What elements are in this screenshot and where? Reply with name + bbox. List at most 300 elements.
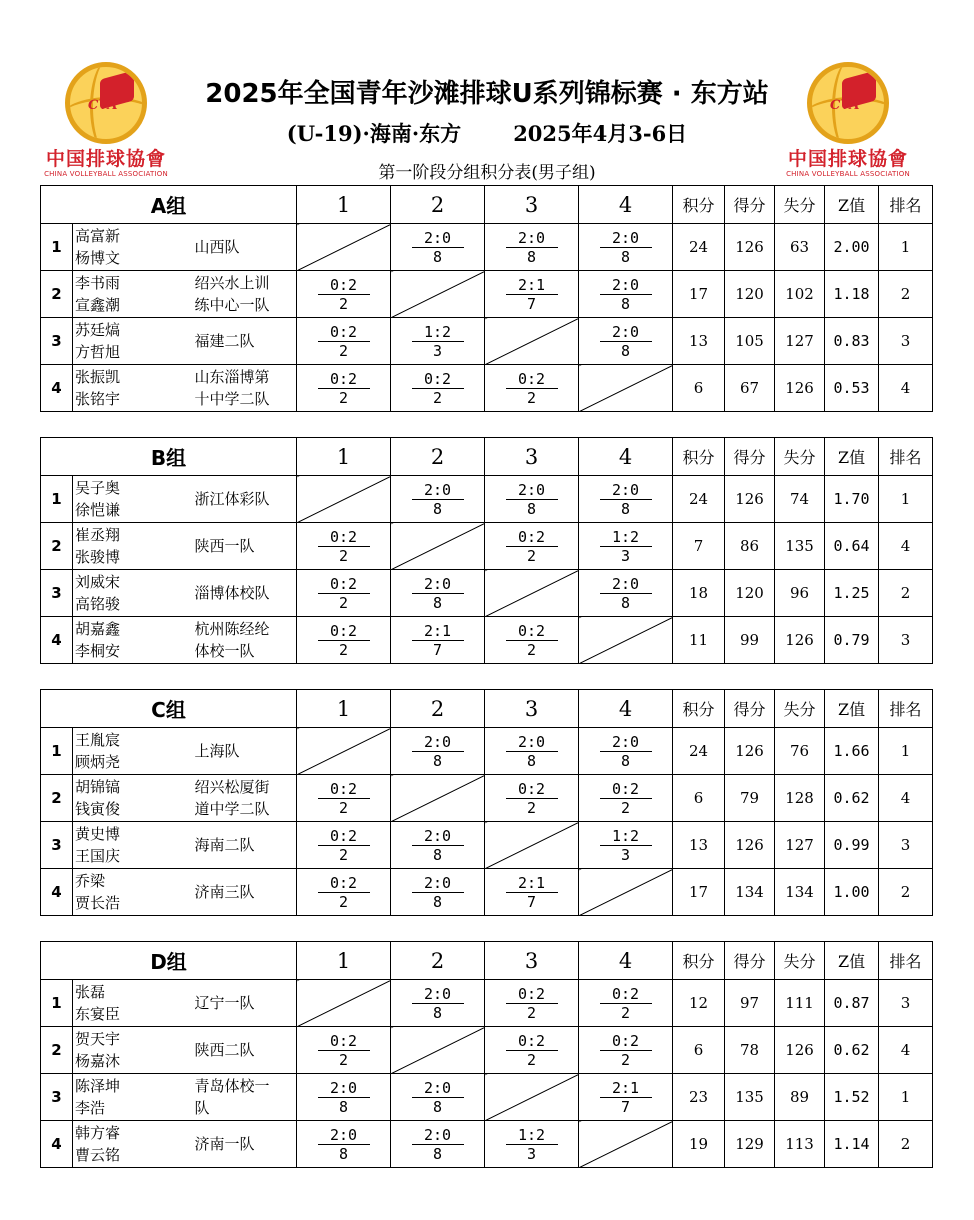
team-row: [41, 617, 933, 664]
team-row: [41, 728, 933, 775]
points-lost-cell: 96: [775, 570, 825, 617]
match-result-cell: [391, 617, 485, 664]
set-score: 0:2: [600, 780, 652, 799]
match-points: 3: [433, 341, 443, 360]
stat-col-header: 失分: [775, 186, 825, 224]
match-result-cell: [297, 523, 391, 570]
team-name-line: 十中学二队: [194, 390, 270, 408]
player-names: [73, 318, 195, 365]
self-match-cell: [391, 775, 485, 822]
points-scored-cell: 120: [725, 570, 775, 617]
points-lost-cell: 63: [775, 224, 825, 271]
match-points: 8: [433, 845, 443, 864]
group-header-row: [41, 186, 933, 224]
team-name-line: 道中学二队: [194, 800, 270, 818]
player-names: [73, 869, 195, 916]
match-result: [412, 985, 464, 1022]
team-name: [195, 318, 297, 365]
match-result: [506, 733, 558, 770]
match-result-cell: [579, 271, 673, 318]
stat-col-header: Z值: [825, 438, 879, 476]
match-result-cell: [391, 1074, 485, 1121]
opponent-col-header: 2: [391, 942, 485, 980]
match-result: [412, 229, 464, 266]
match-result: [506, 1126, 558, 1163]
opponent-col-header: 4: [579, 438, 673, 476]
player-name: 胡锦镐: [75, 778, 121, 796]
opponent-col-header: 3: [485, 690, 579, 728]
match-result-cell: [485, 617, 579, 664]
points-scored-cell: 126: [725, 728, 775, 775]
team-name: [195, 728, 297, 775]
match-points: 7: [433, 640, 443, 659]
stat-col-header: 失分: [775, 690, 825, 728]
match-result-cell: [297, 869, 391, 916]
match-points: 8: [433, 499, 443, 518]
match-points: 2: [621, 1050, 631, 1069]
points-scored-cell: 129: [725, 1121, 775, 1168]
group-header-row: [41, 690, 933, 728]
z-value-cell: 0.62: [825, 1027, 879, 1074]
team-row: [41, 476, 933, 523]
logo-chinese-name: 中国排球協會: [45, 148, 166, 170]
team-name-line: 陕西一队: [194, 537, 255, 555]
match-result-cell: [297, 1027, 391, 1074]
self-match-cell: [297, 980, 391, 1027]
set-score: 1:2: [600, 528, 652, 547]
seed-number: 3: [41, 318, 73, 365]
points-scored-cell: 126: [725, 224, 775, 271]
event-dates: 2025年4月3-6日: [513, 121, 688, 146]
team-name-line: 福建二队: [194, 332, 255, 350]
set-score: 2:1: [506, 276, 558, 295]
opponent-col-header: 1: [297, 438, 391, 476]
match-points: 2: [527, 1003, 537, 1022]
match-result: [506, 370, 558, 407]
match-result: [600, 323, 652, 360]
match-points: 2: [433, 388, 443, 407]
player-name: 李书雨: [75, 274, 121, 292]
self-match-cell: [485, 570, 579, 617]
player-names: [73, 476, 195, 523]
match-result-cell: [485, 980, 579, 1027]
group-name: B组: [41, 438, 297, 476]
set-score: 0:2: [318, 874, 370, 893]
match-result: [318, 1126, 370, 1163]
team-row: [41, 365, 933, 412]
set-score: 2:0: [600, 323, 652, 342]
rank-cell: 3: [879, 980, 933, 1027]
player-name: 李浩: [75, 1099, 106, 1117]
self-match-cell: [297, 728, 391, 775]
match-result: [600, 780, 652, 817]
team-name-line: 济南一队: [194, 1135, 255, 1153]
set-score: 0:2: [506, 370, 558, 389]
z-value-cell: 1.52: [825, 1074, 879, 1121]
player-name: 高富新: [75, 227, 121, 245]
points-cell: 7: [673, 523, 725, 570]
group-name: C组: [41, 690, 297, 728]
self-match-cell: [485, 1074, 579, 1121]
match-points: 7: [527, 892, 537, 911]
seed-number: 2: [41, 271, 73, 318]
points-lost-cell: 127: [775, 318, 825, 365]
self-match-cell: [579, 1121, 673, 1168]
match-points: 8: [433, 892, 443, 911]
set-score: 0:2: [506, 528, 558, 547]
stat-col-header: 积分: [673, 438, 725, 476]
points-lost-cell: 111: [775, 980, 825, 1027]
team-row: [41, 271, 933, 318]
match-result-cell: [485, 728, 579, 775]
opponent-col-header: 4: [579, 942, 673, 980]
match-points: 3: [527, 1144, 537, 1163]
set-score: 0:2: [318, 780, 370, 799]
set-score: 2:0: [412, 985, 464, 1004]
player-name: 王胤宸: [75, 731, 121, 749]
seed-number: 4: [41, 365, 73, 412]
points-cell: 24: [673, 476, 725, 523]
set-score: 2:0: [318, 1079, 370, 1098]
match-result: [412, 733, 464, 770]
player-names: [73, 1027, 195, 1074]
z-value-cell: 0.99: [825, 822, 879, 869]
z-value-cell: 0.79: [825, 617, 879, 664]
match-result: [412, 481, 464, 518]
match-result-cell: [391, 980, 485, 1027]
rank-cell: 3: [879, 318, 933, 365]
player-name: 吴子奥: [75, 479, 121, 497]
points-cell: 12: [673, 980, 725, 1027]
team-name-line: 陕西二队: [194, 1041, 255, 1059]
seed-number: 3: [41, 570, 73, 617]
match-points: 8: [621, 593, 631, 612]
set-score: 1:2: [412, 323, 464, 342]
match-points: 8: [621, 294, 631, 313]
set-score: 2:0: [412, 733, 464, 752]
match-result-cell: [485, 523, 579, 570]
team-name: [195, 775, 297, 822]
match-result: [412, 575, 464, 612]
match-result-cell: [485, 869, 579, 916]
logo-english-name: CHINA VOLLEYBALL ASSOCIATION: [786, 170, 910, 178]
player-name: 贺天宇: [75, 1030, 121, 1048]
player-name: 韩方睿: [75, 1124, 121, 1142]
points-lost-cell: 127: [775, 822, 825, 869]
rank-cell: 1: [879, 224, 933, 271]
points-scored-cell: 134: [725, 869, 775, 916]
rank-cell: 2: [879, 271, 933, 318]
match-result-cell: [485, 365, 579, 412]
player-name: 刘威宋: [75, 573, 121, 591]
points-cell: 6: [673, 1027, 725, 1074]
points-lost-cell: 134: [775, 869, 825, 916]
stat-col-header: 积分: [673, 186, 725, 224]
match-result: [506, 481, 558, 518]
match-result: [600, 229, 652, 266]
match-result: [318, 827, 370, 864]
player-name: 张振凯: [75, 368, 121, 386]
match-result-cell: [579, 1074, 673, 1121]
set-score: 2:0: [506, 481, 558, 500]
set-score: 0:2: [318, 323, 370, 342]
opponent-col-header: 2: [391, 690, 485, 728]
z-value-cell: 1.00: [825, 869, 879, 916]
player-names: [73, 980, 195, 1027]
match-points: 8: [433, 751, 443, 770]
match-result-cell: [391, 1121, 485, 1168]
seed-number: 1: [41, 476, 73, 523]
self-match-cell: [485, 822, 579, 869]
stat-col-header: 得分: [725, 690, 775, 728]
player-name: 方哲旭: [75, 343, 121, 361]
points-cell: 11: [673, 617, 725, 664]
z-value-cell: 0.87: [825, 980, 879, 1027]
match-result: [318, 1079, 370, 1116]
match-points: 7: [527, 294, 537, 313]
team-name-line: 绍兴松厦街: [194, 778, 270, 796]
match-result: [412, 1126, 464, 1163]
match-points: 2: [339, 845, 349, 864]
set-score: 2:1: [600, 1079, 652, 1098]
stat-col-header: Z值: [825, 186, 879, 224]
rank-cell: 3: [879, 617, 933, 664]
team-name: [195, 822, 297, 869]
points-lost-cell: 113: [775, 1121, 825, 1168]
match-result: [412, 827, 464, 864]
match-result-cell: [297, 271, 391, 318]
points-scored-cell: 67: [725, 365, 775, 412]
z-value-cell: 0.62: [825, 775, 879, 822]
z-value-cell: 0.83: [825, 318, 879, 365]
match-result: [318, 622, 370, 659]
match-result-cell: [297, 365, 391, 412]
seed-number: 1: [41, 980, 73, 1027]
rank-cell: 2: [879, 570, 933, 617]
team-name: [195, 365, 297, 412]
logo-mark: CVA: [830, 98, 860, 113]
match-result: [506, 1032, 558, 1069]
match-result: [600, 276, 652, 313]
match-result-cell: [297, 617, 391, 664]
match-result: [318, 1032, 370, 1069]
set-score: 2:0: [412, 1079, 464, 1098]
points-lost-cell: 89: [775, 1074, 825, 1121]
match-result: [506, 229, 558, 266]
set-score: 2:0: [600, 481, 652, 500]
team-name-line: 杭州陈经纶: [194, 620, 270, 638]
team-row: [41, 822, 933, 869]
group-table: [40, 941, 933, 1168]
set-score: 2:0: [412, 1126, 464, 1145]
set-score: 2:0: [506, 733, 558, 752]
z-value-cell: 1.70: [825, 476, 879, 523]
stat-col-header: 得分: [725, 942, 775, 980]
match-points: 2: [527, 1050, 537, 1069]
match-result: [318, 276, 370, 313]
points-cell: 6: [673, 365, 725, 412]
z-value-cell: 1.18: [825, 271, 879, 318]
stat-col-header: 失分: [775, 942, 825, 980]
points-scored-cell: 105: [725, 318, 775, 365]
team-name: [195, 476, 297, 523]
match-points: 8: [339, 1144, 349, 1163]
match-points: 2: [339, 388, 349, 407]
points-cell: 17: [673, 271, 725, 318]
set-score: 0:2: [318, 827, 370, 846]
match-result-cell: [297, 775, 391, 822]
team-name-line: 队: [194, 1099, 210, 1117]
stat-col-header: 失分: [775, 438, 825, 476]
set-score: 0:2: [506, 985, 558, 1004]
points-scored-cell: 79: [725, 775, 775, 822]
rank-cell: 4: [879, 1027, 933, 1074]
match-points: 2: [621, 798, 631, 817]
player-names: [73, 1074, 195, 1121]
match-result-cell: [579, 224, 673, 271]
rank-cell: 2: [879, 869, 933, 916]
opponent-col-header: 4: [579, 690, 673, 728]
rank-cell: 4: [879, 365, 933, 412]
player-names: [73, 617, 195, 664]
match-result-cell: [485, 1027, 579, 1074]
stat-col-header: 排名: [879, 690, 933, 728]
team-name-line: 练中心一队: [194, 296, 270, 314]
group-table: [40, 185, 933, 412]
team-name-line: 体校一队: [194, 642, 255, 660]
opponent-col-header: 3: [485, 438, 579, 476]
match-result-cell: [297, 570, 391, 617]
seed-number: 2: [41, 775, 73, 822]
page-subtitle: [0, 118, 974, 148]
match-points: 2: [339, 294, 349, 313]
seed-number: 3: [41, 822, 73, 869]
points-lost-cell: 126: [775, 365, 825, 412]
self-match-cell: [579, 617, 673, 664]
player-name: 张铭宇: [75, 390, 121, 408]
match-result: [318, 323, 370, 360]
stat-col-header: 排名: [879, 438, 933, 476]
self-match-cell: [579, 365, 673, 412]
seed-number: 2: [41, 1027, 73, 1074]
opponent-col-header: 1: [297, 942, 391, 980]
z-value-cell: 1.14: [825, 1121, 879, 1168]
team-row: [41, 1027, 933, 1074]
player-name: 王国庆: [75, 847, 121, 865]
stat-col-header: 得分: [725, 186, 775, 224]
player-name: 李桐安: [75, 642, 121, 660]
player-name: 杨博文: [75, 249, 121, 267]
points-scored-cell: 78: [725, 1027, 775, 1074]
team-name-line: 青岛体校一: [194, 1077, 270, 1095]
set-score: 0:2: [318, 276, 370, 295]
self-match-cell: [297, 476, 391, 523]
seed-number: 4: [41, 1121, 73, 1168]
team-row: [41, 869, 933, 916]
match-points: 2: [339, 798, 349, 817]
player-name: 陈泽坤: [75, 1077, 121, 1095]
player-name: 胡嘉鑫: [75, 620, 121, 638]
self-match-cell: [391, 523, 485, 570]
z-value-cell: 2.00: [825, 224, 879, 271]
rank-cell: 2: [879, 1121, 933, 1168]
team-row: [41, 570, 933, 617]
stat-col-header: Z值: [825, 942, 879, 980]
player-name: 顾炳尧: [75, 753, 121, 771]
set-score: 2:0: [412, 575, 464, 594]
self-match-cell: [579, 869, 673, 916]
match-result-cell: [391, 476, 485, 523]
stat-col-header: 得分: [725, 438, 775, 476]
team-row: [41, 980, 933, 1027]
group-table: [40, 689, 933, 916]
match-result: [318, 528, 370, 565]
seed-number: 2: [41, 523, 73, 570]
team-name-line: 辽宁一队: [194, 994, 255, 1012]
opponent-col-header: 2: [391, 186, 485, 224]
set-score: 1:2: [506, 1126, 558, 1145]
points-lost-cell: 126: [775, 617, 825, 664]
player-names: [73, 570, 195, 617]
set-score: 0:2: [318, 622, 370, 641]
rank-cell: 1: [879, 1074, 933, 1121]
set-score: 2:1: [412, 622, 464, 641]
player-name: 苏廷熇: [75, 321, 121, 339]
match-points: 8: [339, 1097, 349, 1116]
match-points: 8: [621, 247, 631, 266]
set-score: 0:2: [412, 370, 464, 389]
set-score: 0:2: [600, 985, 652, 1004]
match-points: 3: [621, 845, 631, 864]
group-name: D组: [41, 942, 297, 980]
set-score: 0:2: [506, 1032, 558, 1051]
match-result: [412, 874, 464, 911]
stat-col-header: 排名: [879, 186, 933, 224]
match-result: [600, 1032, 652, 1069]
set-score: 2:0: [412, 229, 464, 248]
opponent-col-header: 2: [391, 438, 485, 476]
match-points: 2: [527, 546, 537, 565]
rank-cell: 3: [879, 822, 933, 869]
player-name: 曹云铭: [75, 1146, 121, 1164]
set-score: 2:0: [600, 276, 652, 295]
points-lost-cell: 135: [775, 523, 825, 570]
match-result: [412, 323, 464, 360]
match-result-cell: [391, 224, 485, 271]
match-points: 2: [527, 388, 537, 407]
points-lost-cell: 76: [775, 728, 825, 775]
match-result-cell: [485, 775, 579, 822]
team-name: [195, 1121, 297, 1168]
match-result: [506, 874, 558, 911]
match-points: 7: [621, 1097, 631, 1116]
match-points: 2: [339, 1050, 349, 1069]
team-name-line: 济南三队: [194, 883, 255, 901]
match-result: [600, 827, 652, 864]
player-names: [73, 1121, 195, 1168]
set-score: 0:2: [318, 1032, 370, 1051]
points-cell: 17: [673, 869, 725, 916]
points-scored-cell: 97: [725, 980, 775, 1027]
z-value-cell: 0.64: [825, 523, 879, 570]
match-points: 8: [433, 247, 443, 266]
points-lost-cell: 126: [775, 1027, 825, 1074]
seed-number: 1: [41, 728, 73, 775]
z-value-cell: 0.53: [825, 365, 879, 412]
opponent-col-header: 4: [579, 186, 673, 224]
points-scored-cell: 126: [725, 822, 775, 869]
points-scored-cell: 135: [725, 1074, 775, 1121]
